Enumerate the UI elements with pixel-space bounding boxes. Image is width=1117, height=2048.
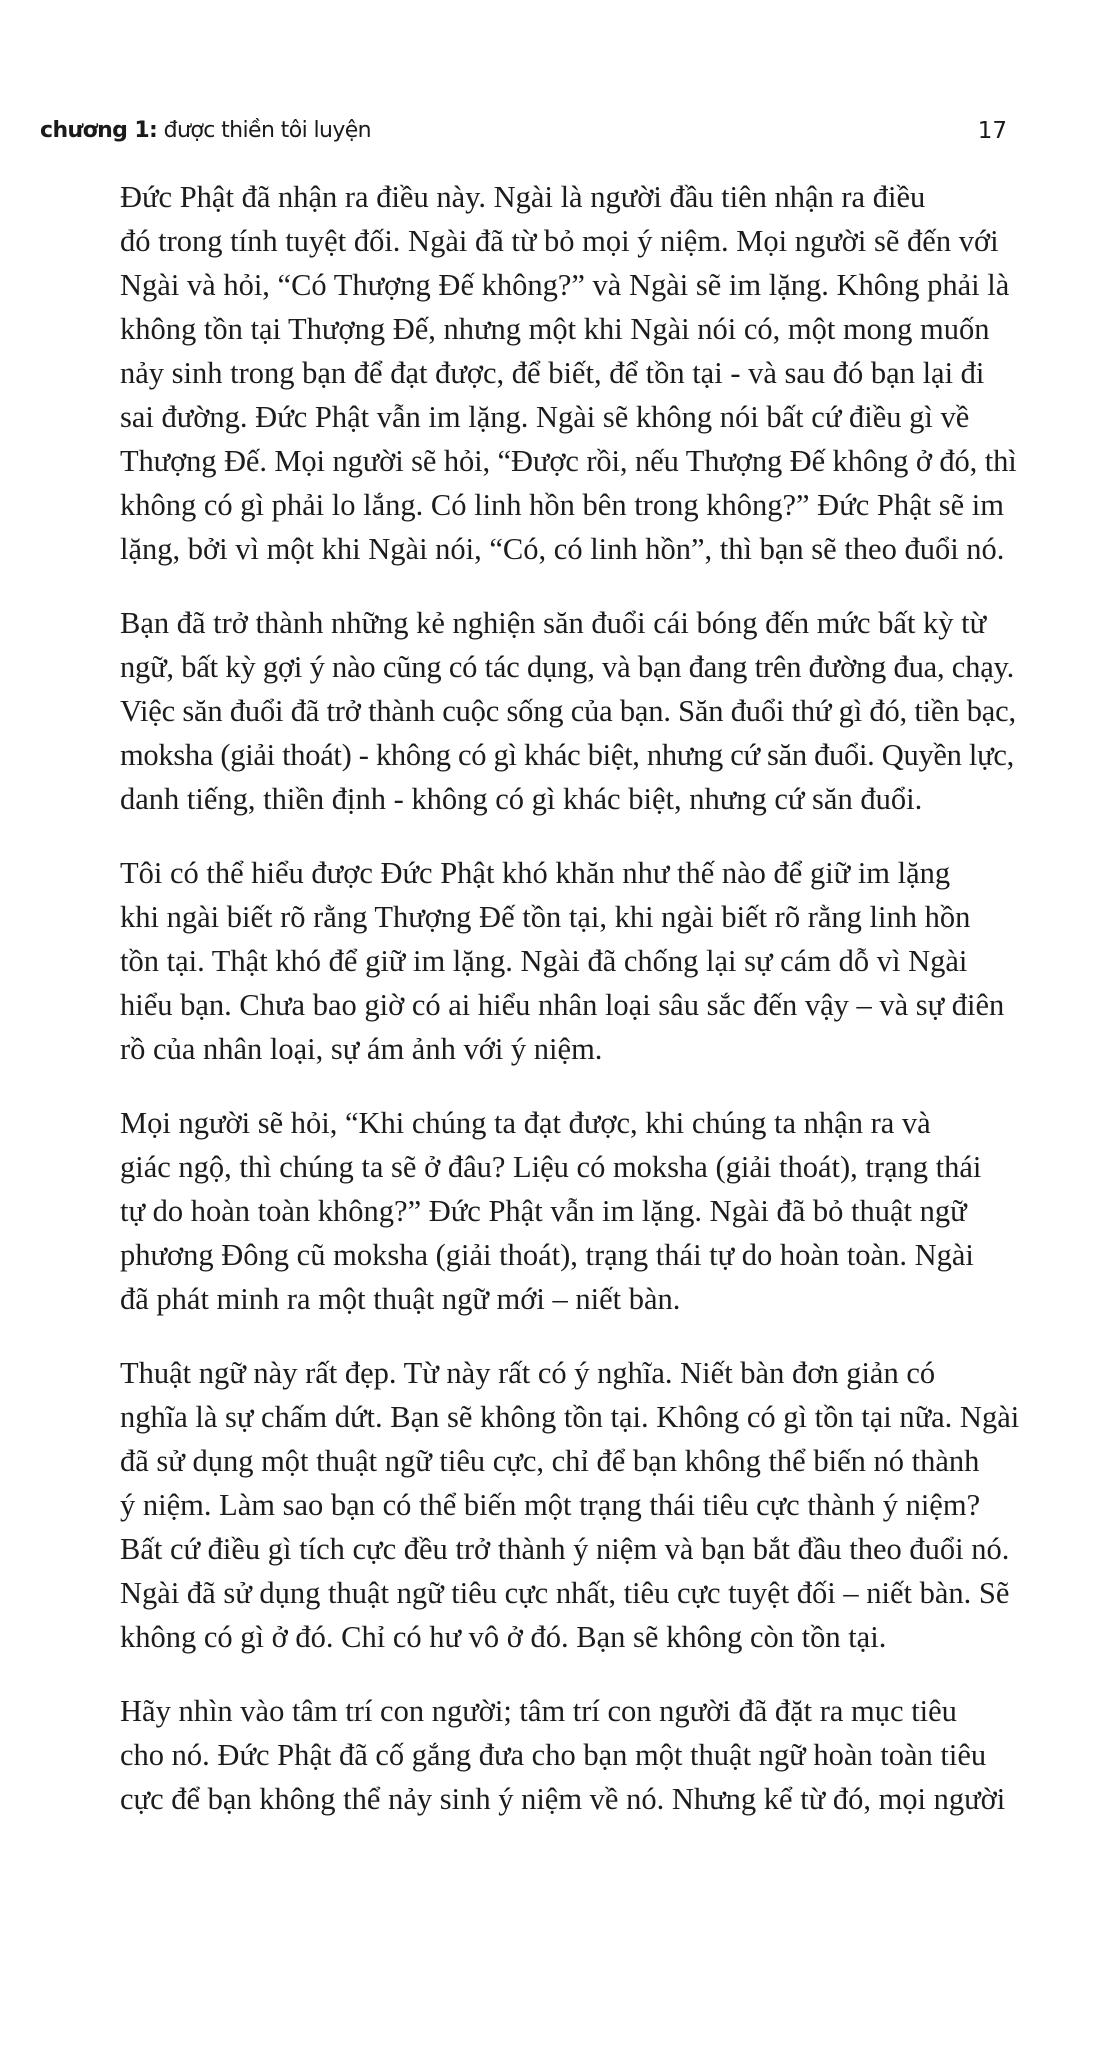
text-line: rồ của nhân loại, sự ám ảnh với ý niệm.	[120, 1032, 603, 1066]
text-line: tồn tại. Thật khó để giữ im lặng. Ngài đã chống lại sự cám dỗ vì Ngài	[120, 944, 968, 978]
paragraph	[120, 1101, 1020, 1321]
text-line: lặng, bởi vì một khi Ngài nói, “Có, có linh hồn”, thì bạn sẽ theo đuổi nó.	[120, 532, 1005, 566]
text-line: không tồn tại Thượng Đế, nhưng một khi Ngài nói có, một mong muốn	[120, 312, 990, 346]
page-number: 17	[977, 118, 1007, 144]
chapter-heading	[40, 118, 371, 143]
text-line: Tôi có thể hiểu được Đức Phật khó khăn như thế nào để giữ im lặng	[120, 856, 951, 890]
text-line: cực để bạn không thể nảy sinh ý niệm về nó. Nhưng kể từ đó, mọi người	[120, 1782, 1006, 1816]
body-text	[120, 175, 1020, 1851]
text-line: giác ngộ, thì chúng ta sẽ ở đâu? Liệu có moksha (giải thoát), trạng thái	[120, 1150, 982, 1184]
text-line: tự do hoàn toàn không?” Đức Phật vẫn im lặng. Ngài đã bỏ thuật ngữ	[120, 1194, 967, 1228]
text-line: Ngài đã sử dụng thuật ngữ tiêu cực nhất, tiêu cực tuyệt đối – niết bàn. Sẽ	[120, 1576, 1010, 1610]
chapter-label: chương 1:	[40, 118, 158, 143]
text-line: ngữ, bất kỳ gợi ý nào cũng có tác dụng, và bạn đang trên đường đua, chạy.	[120, 650, 1015, 684]
text-line: Hãy nhìn vào tâm trí con người; tâm trí con người đã đặt ra mục tiêu	[120, 1694, 957, 1728]
paragraph	[120, 1689, 1020, 1821]
text-line: Thượng Đế. Mọi người sẽ hỏi, “Được rồi, nếu Thượng Đế không ở đó, thì	[120, 444, 1017, 478]
text-line: sai đường. Đức Phật vẫn im lặng. Ngài sẽ không nói bất cứ điều gì về	[120, 400, 970, 434]
text-line: đó trong tính tuyệt đối. Ngài đã từ bỏ mọi ý niệm. Mọi người sẽ đến với	[120, 224, 999, 258]
text-line: phương Đông cũ moksha (giải thoát), trạng thái tự do hoàn toàn. Ngài	[120, 1238, 974, 1272]
paragraph	[120, 175, 1020, 571]
text-line: Bất cứ điều gì tích cực đều trở thành ý niệm và bạn bắt đầu theo đuổi nó.	[120, 1532, 1010, 1566]
paragraph	[120, 601, 1020, 821]
paragraph	[120, 851, 1020, 1071]
text-line: Thuật ngữ này rất đẹp. Từ này rất có ý nghĩa. Niết bàn đơn giản có	[120, 1356, 936, 1390]
running-header	[40, 118, 1007, 148]
chapter-title: được thiền tôi luyện	[163, 118, 372, 143]
text-line: hiểu bạn. Chưa bao giờ có ai hiểu nhân loại sâu sắc đến vậy – và sự điên	[120, 988, 1005, 1022]
text-line: Ngài và hỏi, “Có Thượng Đế không?” và Ngài sẽ im lặng. Không phải là	[120, 268, 1010, 302]
paragraph	[120, 1351, 1020, 1659]
text-line: danh tiếng, thiền định - không có gì khác biệt, nhưng cứ săn đuổi.	[120, 782, 923, 816]
text-line: đã phát minh ra một thuật ngữ mới – niết bàn.	[120, 1282, 681, 1316]
text-line: nảy sinh trong bạn để đạt được, để biết, để tồn tại - và sau đó bạn lại đi	[120, 356, 985, 390]
text-line: không có gì phải lo lắng. Có linh hồn bên trong không?” Đức Phật sẽ im	[120, 488, 1004, 522]
text-line: Mọi người sẽ hỏi, “Khi chúng ta đạt được, khi chúng ta nhận ra và	[120, 1106, 931, 1140]
text-line: moksha (giải thoát) - không có gì khác biệt, nhưng cứ săn đuổi. Quyền lực,	[120, 738, 1014, 772]
text-line: Bạn đã trở thành những kẻ nghiện săn đuổi cái bóng đến mức bất kỳ từ	[120, 606, 987, 640]
text-line: Việc săn đuổi đã trở thành cuộc sống của bạn. Săn đuổi thứ gì đó, tiền bạc,	[120, 694, 1016, 728]
text-line: khi ngài biết rõ rằng Thượng Đế tồn tại, khi ngài biết rõ rằng linh hồn	[120, 900, 971, 934]
text-line: đã sử dụng một thuật ngữ tiêu cực, chỉ để bạn không thể biến nó thành	[120, 1444, 980, 1478]
text-line: nghĩa là sự chấm dứt. Bạn sẽ không tồn tại. Không có gì tồn tại nữa. Ngài	[120, 1400, 1020, 1434]
text-line: Đức Phật đã nhận ra điều này. Ngài là người đầu tiên nhận ra điều	[120, 180, 926, 214]
text-line: không có gì ở đó. Chỉ có hư vô ở đó. Bạn sẽ không còn tồn tại.	[120, 1620, 887, 1654]
text-line: cho nó. Đức Phật đã cố gắng đưa cho bạn một thuật ngữ hoàn toàn tiêu	[120, 1738, 987, 1772]
text-line: ý niệm. Làm sao bạn có thể biến một trạng thái tiêu cực thành ý niệm?	[120, 1488, 981, 1522]
